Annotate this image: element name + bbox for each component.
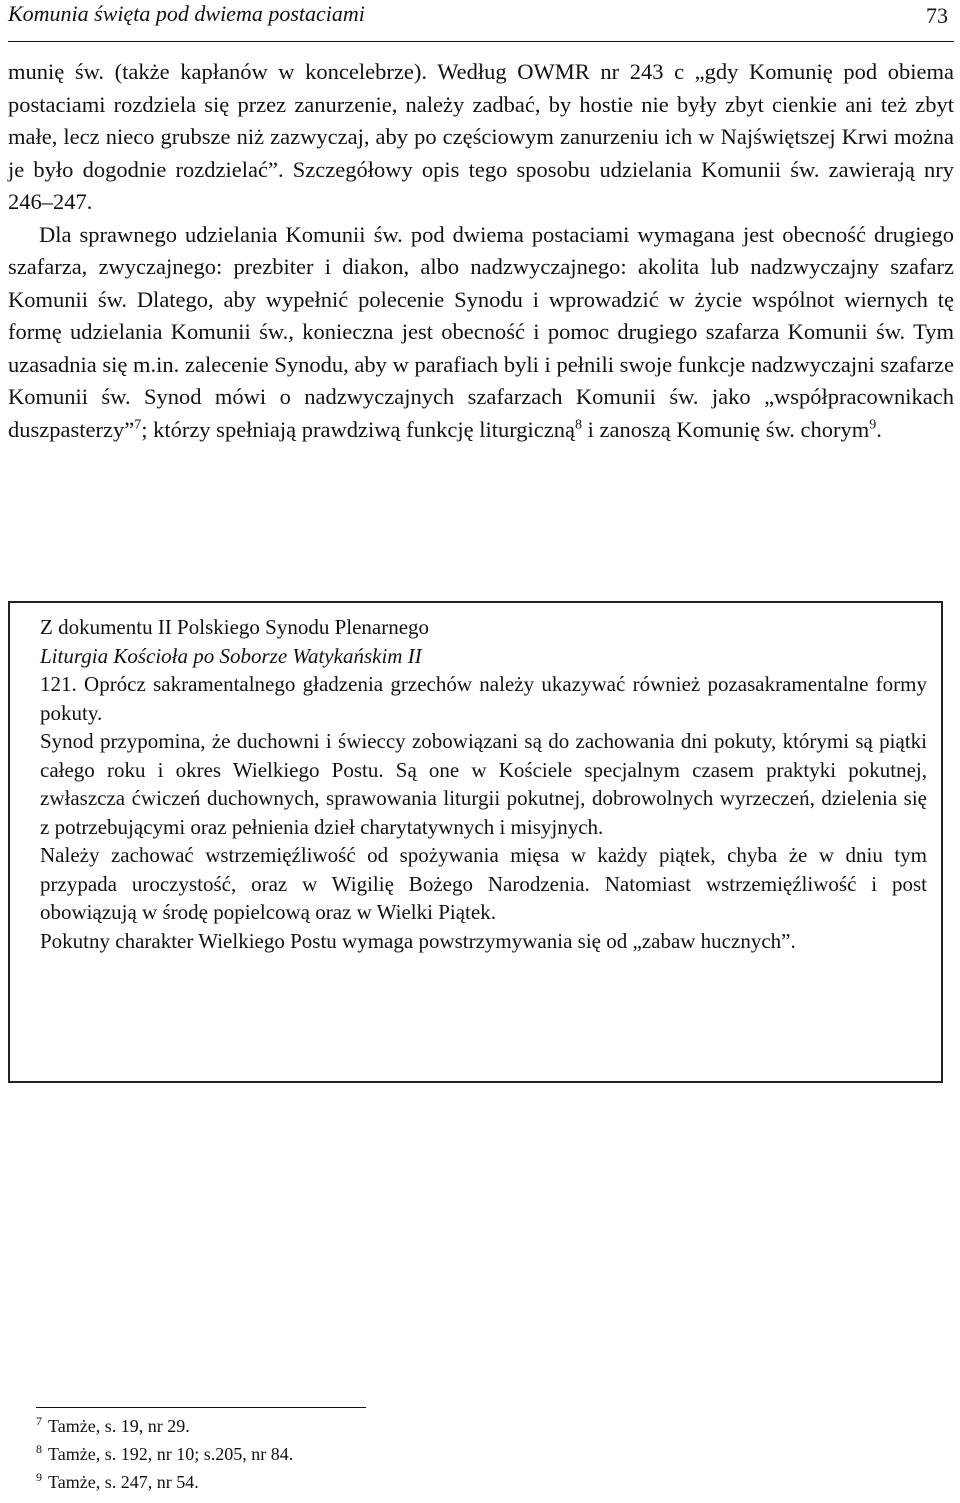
page-number: 73 — [926, 3, 948, 28]
quote-source-title: Liturgia Kościoła po Soborze Watykańskim II — [40, 643, 422, 668]
paragraph-2-text-c: i zanoszą Komunię św. chorym — [582, 416, 870, 442]
quote-paragraph-3: Należy zachować wstrzemięźliwość od spożywania mięsa w każdy piątek, chyba że w dniu tym przypada uroczystość, oraz w Wigilię Bożego Narodzenia. Natomiast wstrzemięźliwość i post obowiązują w środę popielcową oraz w Wielki Piątek. — [40, 843, 927, 924]
quote-paragraph-1: 121. Oprócz sakramentalnego gładzenia grzechów należy ukazywać również pozasakramentalne formy pokuty. — [40, 672, 927, 725]
footnote-text: Tamże, s. 19, nr 29. — [48, 1416, 190, 1436]
quote-content — [40, 613, 927, 955]
synod-quote-box — [8, 601, 943, 1083]
footnote-ref-9[interactable]: 9 — [869, 417, 877, 432]
paragraph-1 — [8, 56, 954, 219]
footnote-ref-8[interactable]: 8 — [575, 417, 582, 432]
footnote-text: Tamże, s. 192, nr 10; s.205, nr 84. — [48, 1444, 294, 1464]
main-text — [8, 56, 954, 446]
footnote-9 — [36, 1468, 293, 1496]
running-title: Komunia święta pod dwiema postaciami — [8, 1, 365, 26]
quote-heading: Z dokumentu II Polskiego Synodu Plenarnego — [40, 615, 430, 639]
footnotes — [36, 1412, 293, 1496]
paragraph-2-text-d: . — [876, 416, 882, 442]
paragraph-2 — [8, 219, 954, 447]
footnote-separator — [36, 1407, 366, 1408]
quote-paragraph-2: Synod przypomina, że duchowni i świeccy zobowiązani są do zachowania dni pokuty, którymi są piątki całego roku i okres Wielkiego Postu. Są one w Kościele specjalnym czasem praktyki pokutnej, zwłaszcza ćwiczeń duchownych, sprawowania liturgii pokutnej, dobrowolnych wyrzeczeń, dzielenia się z potrzebującymi oraz pełnienia dzieł charytatywnych i misyjnych. — [40, 729, 927, 839]
footnote-number: 8 — [36, 1442, 42, 1456]
footnote-7 — [36, 1412, 293, 1440]
footnote-number: 7 — [36, 1414, 42, 1428]
paragraph-2-text-b: ; którzy spełniają prawdziwą funkcję liturgiczną — [141, 416, 575, 442]
header-rule — [8, 41, 954, 42]
paragraph-1-text: munię św. (także kapłanów w koncelebrze). Według OWMR nr 243 c „gdy Komunię pod obiema postaciami rozdziela się przez zanurzenie, należy zadbać, by hostie nie były zbyt cienkie ani też zbyt małe, lecz nieco grubsze niż zazwyczaj, aby po częściowym zanurzeniu ich w Najświętszej Krwi można je było dogodnie rozdzielać”. Szczegółowy opis tego sposobu udzielania Komunii św. zawierają nry 246–247. — [8, 59, 954, 214]
quote-paragraph-4: Pokutny charakter Wielkiego Postu wymaga powstrzymywania się od „zabaw hucznych”. — [40, 928, 796, 953]
footnote-text: Tamże, s. 247, nr 54. — [48, 1472, 199, 1492]
paragraph-2-text-a: Dla sprawnego udzielania Komunii św. pod dwiema postaciami wymagana jest obecność drugiego szafarza, zwyczajnego: prezbiter i diakon, albo nadzwyczajnego: akolita lub nadzwyczajny szafarz Komunii św. Dlatego, aby wypełnić polecenie Synodu i wprowadzić w życie wspólnot wiernych tę formę udzielania Komunii św., konieczna jest obecność i pomoc drugiego szafarza Komunii św. Tym uzasadnia się m.in. zalecenie Synodu, aby w parafiach byli i pełnili swoje funkcje nadzwyczajni szafarze Komunii św. Synod mówi o nadzwyczajnych szafarzach Komunii św. jako „współpracownikach duszpasterzy” — [8, 221, 954, 442]
running-header — [8, 0, 952, 30]
footnote-ref-7[interactable]: 7 — [134, 417, 142, 432]
footnote-8 — [36, 1440, 293, 1468]
footnote-number: 9 — [36, 1470, 42, 1484]
